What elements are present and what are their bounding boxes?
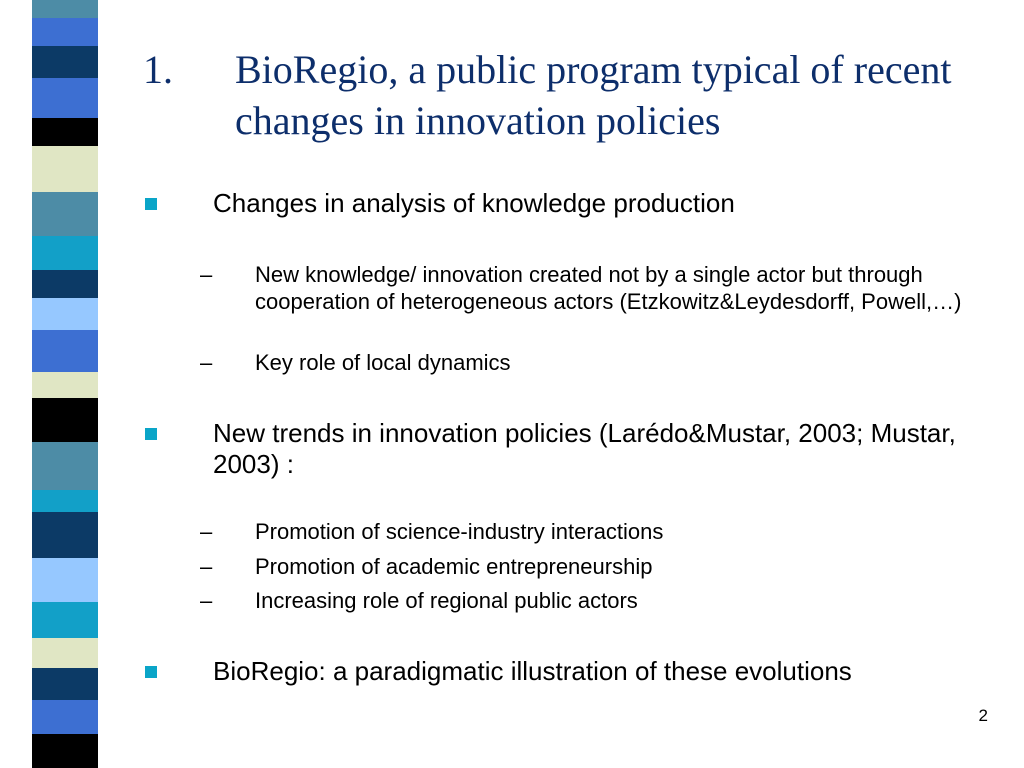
stripe-block bbox=[32, 372, 98, 398]
title-number: 1. bbox=[143, 47, 173, 92]
dash-marker: – bbox=[200, 588, 213, 613]
sub-item-text: Promotion of academic entrepreneurship bbox=[255, 554, 653, 579]
stripe-block bbox=[32, 18, 98, 46]
sub-item-text: New knowledge/ innovation created not by a single actor but through cooperation of heterogeneous actors (Etzkowitz&Leydesdorff, Powell,…) bbox=[255, 262, 962, 314]
stripe-block bbox=[32, 398, 98, 442]
stripe-block bbox=[32, 236, 98, 270]
stripe-block bbox=[32, 78, 98, 118]
stripe-block bbox=[32, 118, 98, 146]
dash-marker: – bbox=[200, 519, 213, 544]
bullet-text: BioRegio: a paradigmatic illustration of these evolutions bbox=[213, 656, 852, 686]
stripe-block bbox=[32, 442, 98, 490]
stripe-block bbox=[32, 0, 98, 18]
stripe-block bbox=[32, 558, 98, 602]
bullet-text: Changes in analysis of knowledge production bbox=[213, 188, 735, 218]
stripe-block bbox=[32, 146, 98, 192]
stripe-block bbox=[32, 734, 98, 768]
square-bullet-icon bbox=[145, 198, 157, 210]
stripe-block bbox=[32, 700, 98, 734]
sub-item-text: Increasing role of regional public actors bbox=[255, 588, 638, 613]
stripe-block bbox=[32, 602, 98, 638]
stripe-block bbox=[32, 638, 98, 668]
sub-item-text: Promotion of science-industry interactions bbox=[255, 519, 664, 544]
sub-item-text: Key role of local dynamics bbox=[255, 350, 511, 375]
dash-marker: – bbox=[200, 350, 213, 375]
square-bullet-icon bbox=[145, 428, 157, 440]
stripe-block bbox=[32, 270, 98, 298]
stripe-block bbox=[32, 192, 98, 236]
stripe-block bbox=[32, 46, 98, 78]
stripe-block bbox=[32, 490, 98, 512]
square-bullet-icon bbox=[145, 666, 157, 678]
decorative-stripe bbox=[32, 0, 98, 768]
dash-marker: – bbox=[200, 262, 213, 287]
page-number: 2 bbox=[978, 706, 988, 725]
dash-marker: – bbox=[200, 554, 213, 579]
bullet-text: New trends in innovation policies (Larédo&Mustar, 2003; Mustar, 2003) : bbox=[213, 418, 956, 479]
stripe-block bbox=[32, 668, 98, 700]
title-text: BioRegio, a public program typical of recent changes in innovation policies bbox=[235, 47, 952, 143]
stripe-block bbox=[32, 330, 98, 372]
stripe-block bbox=[32, 512, 98, 558]
stripe-block bbox=[32, 298, 98, 330]
